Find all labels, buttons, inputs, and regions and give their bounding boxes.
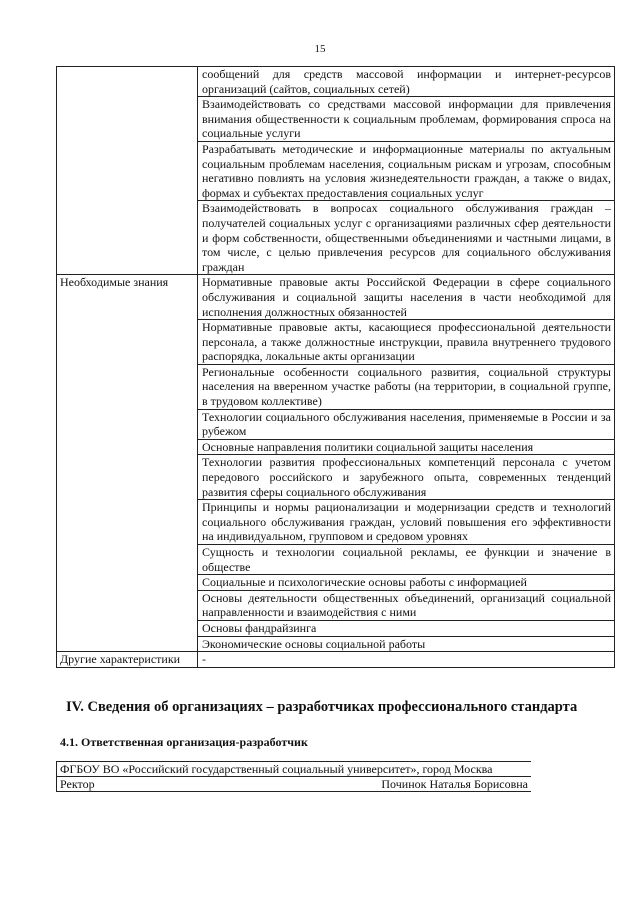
knowledge-item: Социальные и психологические основы работы с информацией bbox=[198, 575, 615, 591]
developer-table bbox=[56, 761, 531, 792]
knowledge-item: Принципы и нормы рационализации и модернизации средств и технологий социального обслуживания граждан, условий повышения его эффективности на индивидуальном, групповом и средовом уровнях bbox=[198, 500, 615, 545]
table-row bbox=[57, 652, 615, 668]
table-row bbox=[57, 777, 532, 792]
knowledge-item: Нормативные правовые акты, касающиеся профессиональной деятельности персонала, а также должностные инструкции, правила внутреннего трудового распорядка, локальные акты организации bbox=[198, 320, 615, 365]
other-value: - bbox=[198, 652, 615, 668]
table-row bbox=[57, 67, 615, 97]
knowledge-item: Основы деятельности общественных объединений, организаций социальной направленности и взаимодействия с ними bbox=[198, 590, 615, 620]
subsection-title: 4.1. Ответственная организация-разработчик bbox=[60, 735, 308, 749]
knowledge-item: Нормативные правовые акты Российской Федерации в сфере социального обслуживания и социальной защиты населения в части необходимой для исполнения должностных обязанностей bbox=[198, 275, 615, 320]
knowledge-item: Технологии социального обслуживания населения, применяемые в России и за рубежом bbox=[198, 409, 615, 439]
section-title: IV. Сведения об организациях – разработчиках профессионального стандарта bbox=[66, 699, 578, 715]
requirements-table bbox=[56, 66, 615, 668]
table-row bbox=[57, 762, 532, 777]
organization-name: ФГБОУ ВО «Российский государственный социальный университет», город Москва bbox=[57, 762, 532, 777]
function-item: сообщений для средств массовой информации и интернет-ресурсов организаций (сайтов, социальных сетей) bbox=[198, 67, 615, 97]
knowledge-label: Необходимые знания bbox=[57, 275, 198, 652]
position-title: Ректор bbox=[57, 777, 295, 792]
function-item: Разрабатывать методические и информационные материалы по актуальным социальным проблемам населения, социальным рискам и угрозам, способным негативно повлиять на условия жизнедеятельности граждан, а также о видах, формах и субъектах предоставления социальных услуг bbox=[198, 141, 615, 200]
knowledge-item: Технологии развития профессиональных компетенций персонала с учетом передового российского и зарубежного опыта, современных тенденций развития сферы социального обслуживания bbox=[198, 455, 615, 500]
knowledge-item: Региональные особенности социального развития, социальной структуры населения на вверенном участке работы (на территории, в социальной группе, в трудовом коллективе) bbox=[198, 364, 615, 409]
function-item: Взаимодействовать со средствами массовой информации для привлечения внимания общественности к социальным проблемам, формирования спроса на социальные услуги bbox=[198, 97, 615, 142]
knowledge-item: Основы фандрайзинга bbox=[198, 620, 615, 636]
knowledge-item: Основные направления политики социальной защиты населения bbox=[198, 439, 615, 455]
knowledge-item: Сущность и технологии социальной рекламы, ее функции и значение в обществе bbox=[198, 545, 615, 575]
person-name: Починок Наталья Борисовна bbox=[295, 777, 532, 792]
function-item: Взаимодействовать в вопросах социального обслуживания граждан – получателей социальных услуг с организациями различных сфер деятельности и форм собственности, общественными объединениями и частными лицами, в том числе, с целью привлечения ресурсов для социального обслуживания граждан bbox=[198, 201, 615, 275]
table-row bbox=[57, 275, 615, 320]
other-label: Другие характеристики bbox=[57, 652, 198, 668]
page-number: 15 bbox=[314, 43, 326, 55]
knowledge-item: Экономические основы социальной работы bbox=[198, 636, 615, 652]
empty-label-cell bbox=[57, 67, 198, 275]
